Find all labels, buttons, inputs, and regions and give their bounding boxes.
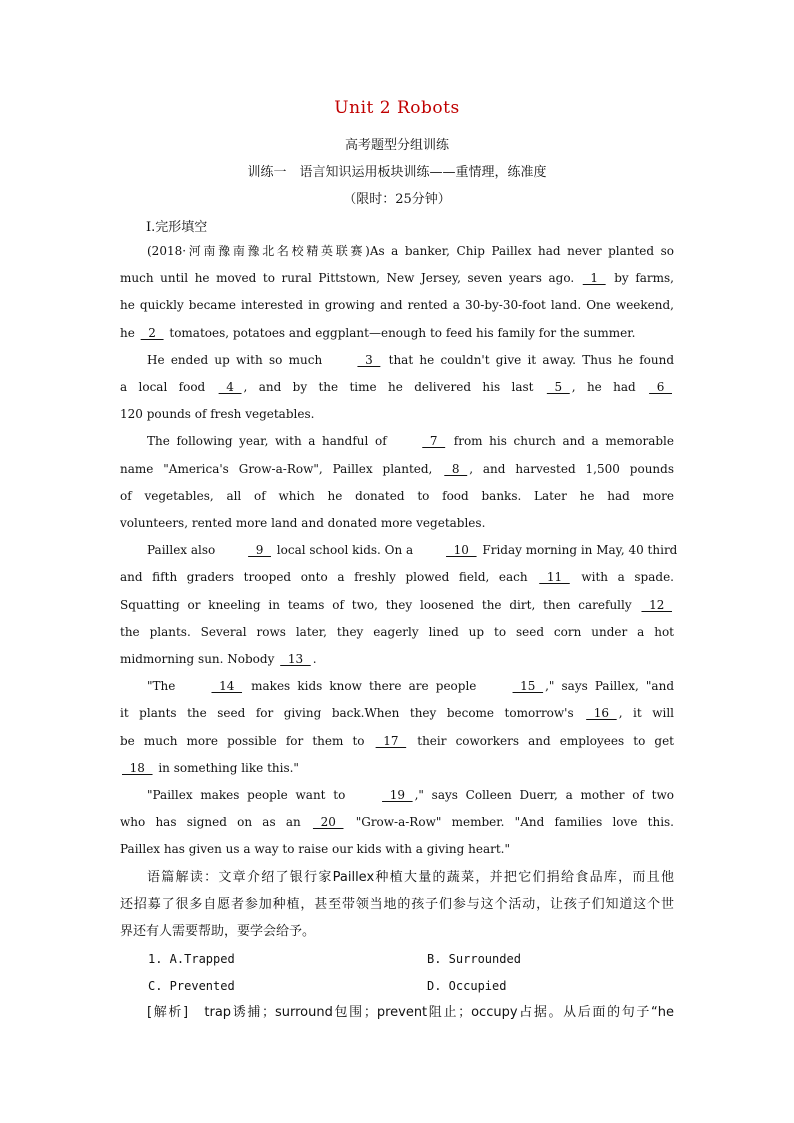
blank-3: 3 [357, 352, 381, 367]
blank-14: 14 [211, 679, 243, 694]
passage-line: of vegetables, all of which he donated to food banks. Later he had more [120, 488, 674, 503]
passage-line: Paillex has given us a way to raise our kids with a giving heart." [120, 842, 510, 857]
blank-9: 9 [248, 543, 271, 558]
option-a: 1. A.Trapped [148, 952, 235, 966]
passage-line: and fifth graders trooped onto a freshly plowed field, each 11 with a spade. [120, 564, 674, 591]
analysis [120, 864, 674, 946]
page-title: Unit 2 Robots [334, 98, 460, 118]
option-c: C. Prevented [148, 979, 235, 993]
explanation-line: [解析] trap诱捕；surround包围；prevent阻止；occupy占据。从后面的句子“he [147, 1005, 674, 1020]
passage-line: 120 pounds of fresh vegetables. [120, 407, 315, 422]
passage-line: a local food 4 , and by the time he delivered his last 5 , he had 6 [120, 374, 674, 401]
passage-line: Paillex also 9 local school kids. On a 10 Friday morning in May, 40 third [120, 537, 674, 564]
blank-19: 19 [382, 788, 413, 803]
blank-8: 8 [444, 461, 468, 476]
passage-line: the plants. Several rows later, they eagerly lined up to seed corn under a hot [120, 624, 674, 639]
analysis-line: 界还有人需要帮助，要学会给予。 [120, 924, 316, 940]
blank-17: 17 [375, 733, 407, 748]
passage-line: "Paillex makes people want to 19 ," says Colleen Duerr, a mother of two [120, 782, 674, 809]
blank-10: 10 [446, 543, 477, 558]
blank-4: 4 [218, 380, 242, 395]
analysis-line: 语篇解读：文章介绍了银行家Paillex种植大量的蔬菜，并把它们捐给食品库，而且他 [147, 870, 674, 885]
passage-line: name "America's Grow-a-Row", Paillex planted, 8 , and harvested 1,500 pounds [120, 456, 674, 483]
passage-line: (2018·河南豫南豫北名校精英联赛)As a banker, Chip Paillex had never planted so [147, 244, 674, 258]
blank-16: 16 [586, 706, 617, 721]
time-limit: （限时：25分钟） [343, 192, 451, 207]
passage-line: volunteers, rented more land and donated more vegetables. [120, 516, 486, 531]
blank-12: 12 [641, 597, 672, 612]
passage-line: he 2 tomatoes, potatoes and eggplant—enough to feed his family for the summer. [120, 320, 674, 347]
blank-13: 13 [280, 652, 311, 667]
passage-line: 18 in something like this." [120, 755, 674, 782]
subtitle: 高考题型分组训练 [344, 138, 449, 153]
blank-11: 11 [539, 570, 570, 585]
passage-line: He ended up with so much 3 that he couldn't give it away. Thus he found [120, 347, 674, 374]
analysis-line: 还招募了很多自愿者参加种植，甚至带领当地的孩子们参与这个活动，让孩子们知道这个世 [120, 897, 674, 913]
blank-18: 18 [122, 760, 153, 775]
passage-line: who has signed on as an 20 "Grow-a-Row" member. "And families love this. [120, 809, 674, 836]
passage-line: "The 14 makes kids know there are people 15 ," says Paillex, "and [120, 673, 674, 700]
blank-6: 6 [649, 380, 672, 395]
blank-20: 20 [312, 815, 344, 830]
blank-2: 2 [140, 325, 164, 340]
training-heading: 训练一 语言知识运用板块训练——重情理，练准度 [247, 165, 547, 180]
blank-1: 1 [582, 271, 606, 286]
option-d: D. Occupied [427, 979, 507, 993]
passage-line: it plants the seed for giving back.When they become tomorrow's 16 , it will [120, 700, 674, 727]
passage-line: be much more possible for them to 17 their coworkers and employees to get [120, 728, 674, 755]
passage-line: midmorning sun. Nobody 13 . [120, 646, 674, 673]
explanation [120, 999, 674, 1026]
passage-line: The following year, with a handful of 7 from his church and a memorable [120, 428, 674, 455]
passage-line: Squatting or kneeling in teams of two, they loosened the dirt, then carefully 12 [120, 592, 674, 619]
option-b: B. Surrounded [427, 952, 521, 966]
passage-line: he quickly became interested in growing and rented a 30-by-30-foot land. One weekend, [120, 298, 674, 313]
blank-15: 15 [512, 679, 544, 694]
cloze-passage [120, 238, 678, 864]
blank-5: 5 [546, 380, 570, 395]
blank-7: 7 [422, 434, 446, 449]
section-heading: Ⅰ.完形填空 [146, 220, 208, 235]
passage-line: much until he moved to rural Pittstown, New Jersey, seven years ago. 1 by farms, [120, 265, 674, 292]
